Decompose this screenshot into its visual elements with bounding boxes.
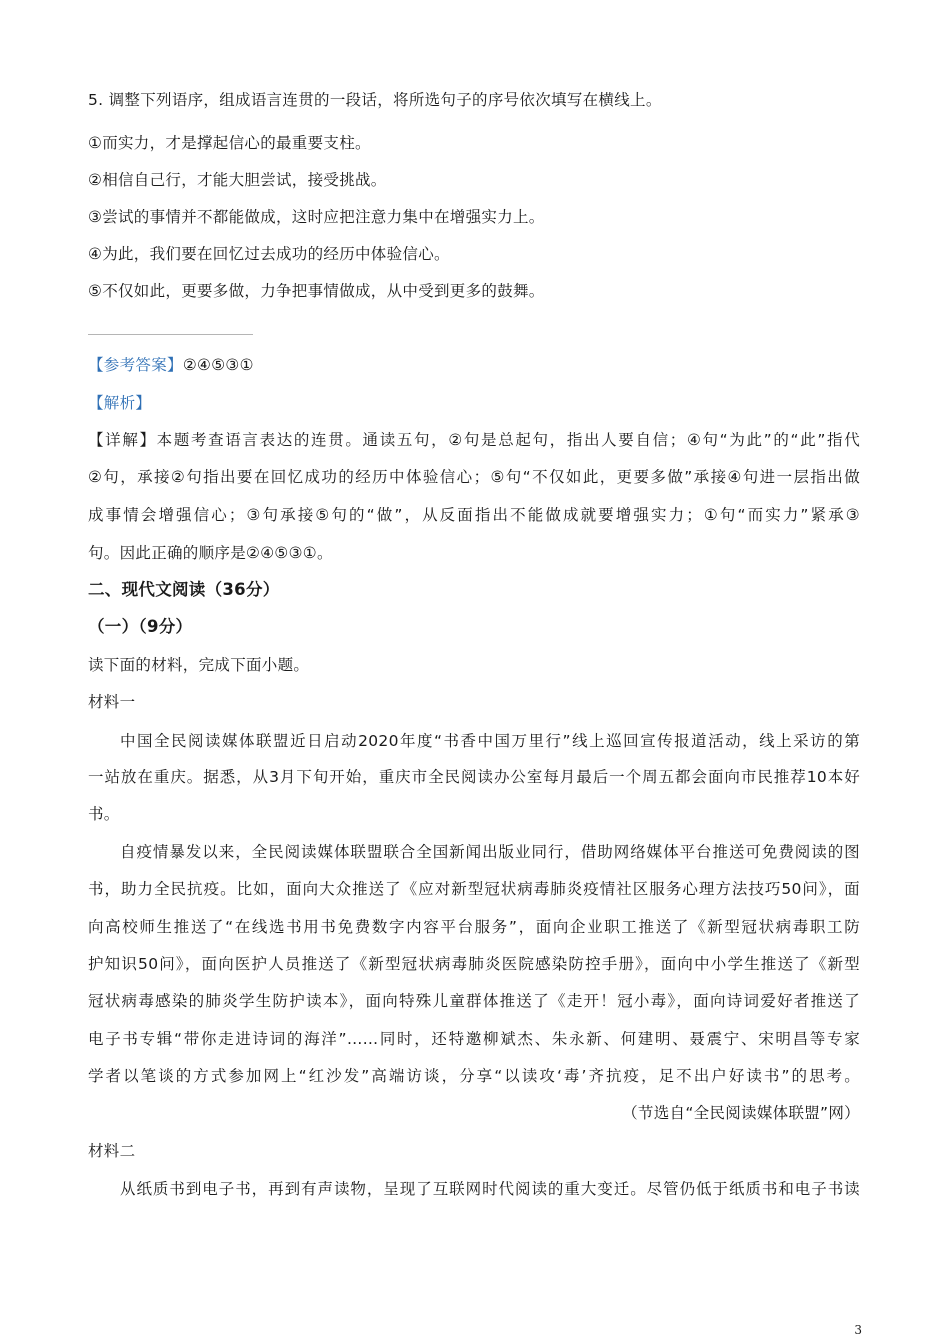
material1-p2-line: 电子书专辑“带你走进诗词的海洋”……同时，还特邀柳斌杰、朱永新、何建明、聂震宁、宋明昌等专家 [88,1030,860,1048]
analysis-label: 【解析】 [88,394,152,412]
detail-line: 【详解】本题考查语言表达的连贯。通读五句，②句是总起句，指出人要自信；④句“为此”的“此”指代 [88,431,860,449]
section-subtitle: （一）（9分） [88,617,193,636]
option-4: ④为此，我们要在回忆过去成功的经历中体验信心。 [88,245,450,263]
question-prompt: 5. 调整下列语序，组成语言连贯的一段话，将所选句子的序号依次填写在横线上。 [88,91,662,109]
divider [88,334,253,335]
instruction: 读下面的材料，完成下面小题。 [88,656,310,674]
material1-p2-line: 护知识50问》，面向医护人员推送了《新型冠状病毒肺炎医院感染防控手册》，面向中小学生推送了《新型 [88,955,860,973]
answer-value: ②④⑤③① [182,356,254,374]
material1-p2-line: 书，助力全民抗疫。比如，面向大众推送了《应对新型冠状病毒肺炎疫情社区服务心理方法技巧50问》，面 [88,880,860,898]
section-title: 二、现代文阅读（36分） [88,580,280,599]
material1-line: 中国全民阅读媒体联盟近日启动2020年度“书香中国万里行”线上巡回宣传报道活动，线上采访的第 [120,732,860,750]
material1-line: 书。 [88,805,120,823]
answer-label: 【参考答案】 [88,356,183,374]
detail-line: ②句，承接②句指出要在回忆成功的经历中体验信心；⑤句“不仅如此，更要多做”承接④句进一层指出做 [88,468,860,486]
page-number: 3 [854,1323,862,1337]
option-5: ⑤不仅如此，更要多做，力争把事情做成，从中受到更多的鼓舞。 [88,282,545,300]
material1-label: 材料一 [88,693,136,711]
material1-p2-line: 向高校师生推送了“在线选书用书免费数字内容平台服务”，面向企业职工推送了《新型冠状病毒职工防 [88,918,860,936]
answer-row [88,355,860,375]
material2-line: 从纸质书到电子书，再到有声读物，呈现了互联网时代阅读的重大变迁。尽管仍低于纸质书和电子书读 [120,1180,860,1198]
option-1: ①而实力，才是撑起信心的最重要支柱。 [88,134,371,152]
material1-p2-line: 学者以笔谈的方式参加网上“红沙发”高端访谈，分享“以读攻‘毒’齐抗疫，足不出户好读书”的思考。 [88,1067,860,1085]
detail-line: 成事情会增强信心；③句承接⑤句的“做”，从反面指出不能做成就要增强实力；①句“而实力”紧承③ [88,506,860,524]
material1-p2-line: 冠状病毒感染的肺炎学生防护读本》，面向特殊儿童群体推送了《走开！冠小毒》，面向诗词爱好者推送了 [88,992,860,1010]
material2-label: 材料二 [88,1142,136,1160]
material1-p2-line: 自疫情暴发以来，全民阅读媒体联盟联合全国新闻出版业同行，借助网络媒体平台推送可免费阅读的图 [120,843,860,861]
option-2: ②相信自己行，才能大胆尝试，接受挑战。 [88,171,387,189]
option-3: ③尝试的事情并不都能做成，这时应把注意力集中在增强实力上。 [88,208,545,226]
material1-line: 一站放在重庆。据悉，从3月下旬开始，重庆市全民阅读办公室每月最后一个周五都会面向市民推荐10本好 [88,768,860,786]
material1-source: （节选自“全民阅读媒体联盟”网） [622,1104,860,1122]
detail-line: 句。因此正确的顺序是②④⑤③①。 [88,544,333,562]
